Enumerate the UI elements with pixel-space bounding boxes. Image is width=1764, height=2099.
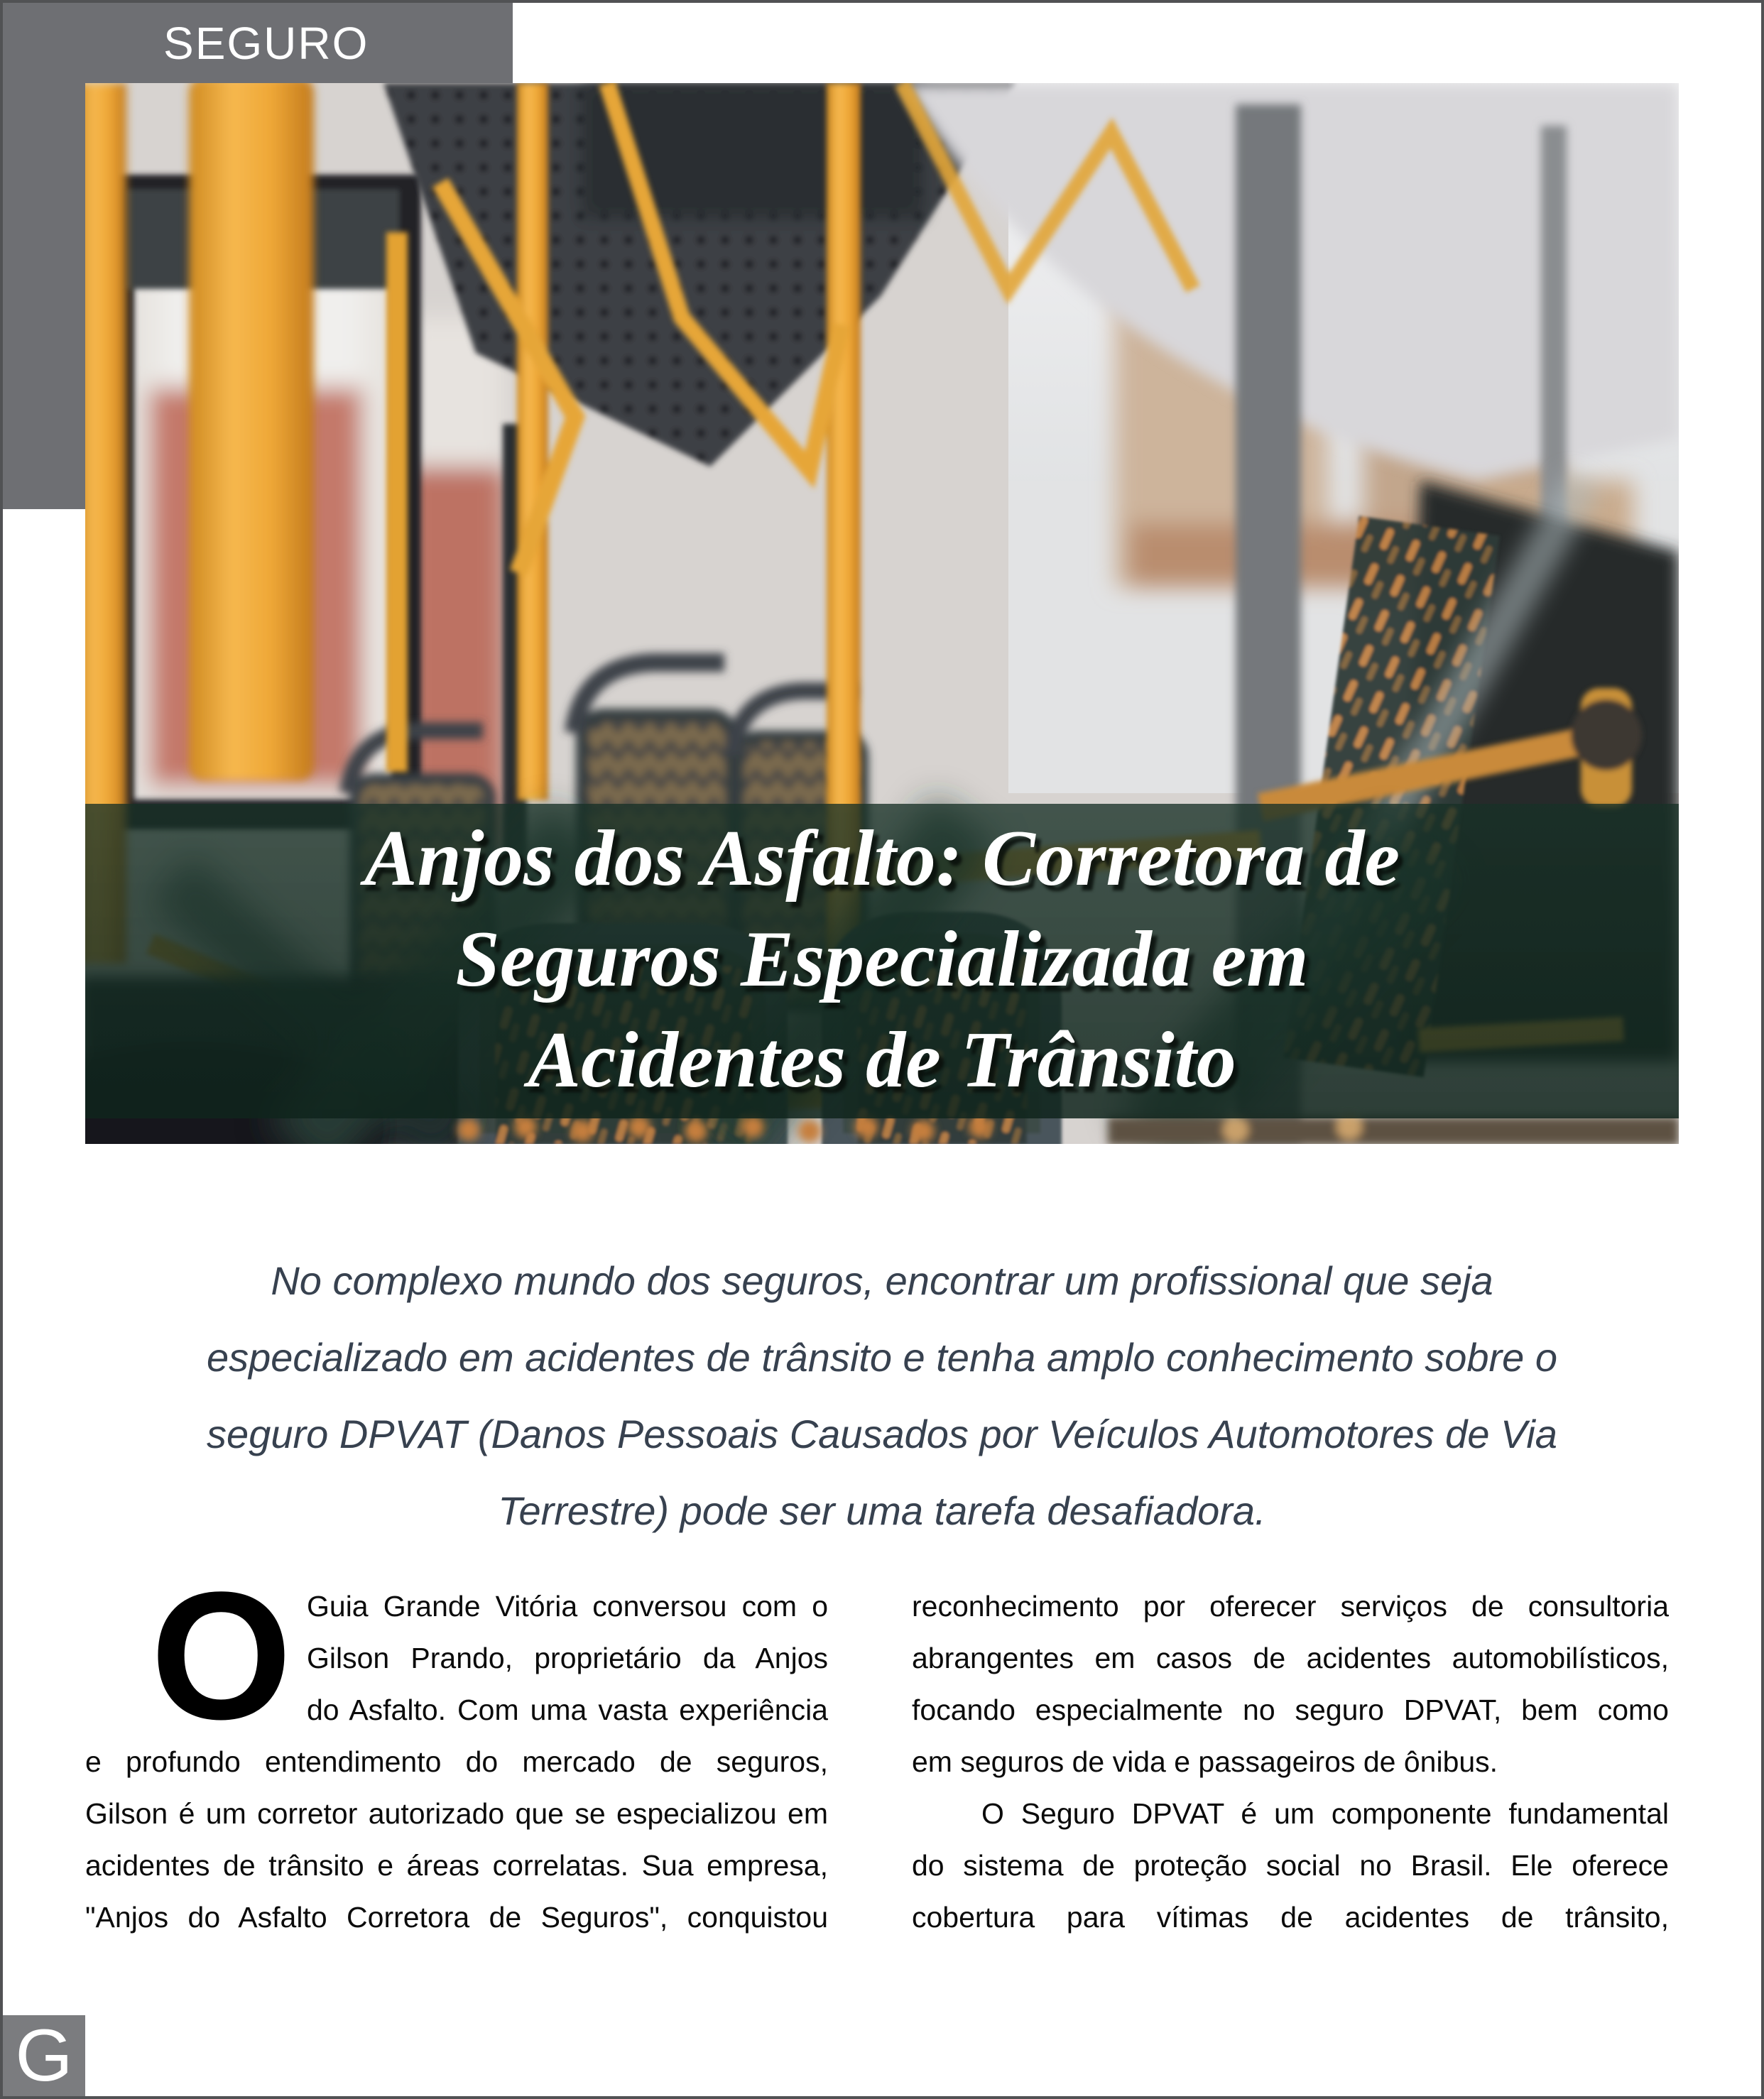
hero-photo: [85, 83, 1679, 1144]
column-gap: [828, 1581, 912, 1943]
body-text-line: do Asfalto. Com uma vasta experiência: [307, 1694, 828, 1726]
drop-cap: O: [151, 1554, 293, 1757]
intro-line: No complexo mundo dos seguros, encontrar um profissional que seja: [271, 1258, 1493, 1303]
intro-line: seguro DPVAT (Danos Pessoais Causados por Veículos Automotores de Via: [207, 1412, 1557, 1456]
body-text-line: em seguros de vida e passageiros de ônibus.: [912, 1745, 1498, 1778]
left-column-text: [85, 1736, 828, 1943]
hero-title-line: Acidentes de Trânsito: [528, 1016, 1236, 1104]
section-title: SEGURO: [163, 17, 369, 69]
body-text-line: "Anjos do Asfalto Corretora de Seguros", conquistou: [85, 1901, 828, 1934]
left-decorative-strip: [3, 83, 85, 509]
left-column: [85, 1554, 828, 1943]
article-body: [85, 1554, 1669, 1943]
body-text-line: acidentes de trânsito e áreas correlatas. Sua empresa,: [85, 1849, 828, 1882]
body-text-line: focando especialmente no seguro DPVAT, bem como: [912, 1694, 1669, 1726]
dropcap-wrapped-text: [307, 1581, 828, 1736]
publisher-logo-box: [3, 2015, 85, 2096]
body-text-line: reconhecimento por oferecer serviços de consultoria: [912, 1590, 1669, 1623]
hero-title-overlay: [85, 804, 1679, 1118]
right-column: [912, 1581, 1669, 1943]
intro-line: Terrestre) pode ser uma tarefa desafiadora.: [498, 1488, 1266, 1533]
body-text-line: do sistema de proteção social no Brasil. Ele oferece: [912, 1849, 1669, 1882]
hero-title-line: Anjos dos Asfalto: Corretora de: [364, 814, 1400, 903]
body-text-line: O Seguro DPVAT é um componente fundamental: [981, 1797, 1669, 1830]
dropcap-row: [85, 1554, 828, 1757]
intro-paragraph: [3, 1243, 1761, 1549]
hero-title-line: Seguros Especializada em: [455, 915, 1309, 1003]
publisher-logo-letter: G: [15, 2015, 73, 2097]
body-text-line: Gilson Prando, proprietário da Anjos: [307, 1642, 828, 1674]
body-text-line: cobertura para vítimas de acidentes de trânsito,: [912, 1901, 1669, 1934]
body-text-line: Guia Grande Vitória conversou com o: [307, 1590, 828, 1623]
body-text-line: e profundo entendimento do mercado de seguros,: [85, 1745, 828, 1778]
body-text-line: Gilson é um corretor autorizado que se especializou em: [85, 1797, 828, 1830]
intro-line: especializado em acidentes de trânsito e tenha amplo conhecimento sobre o: [206, 1335, 1558, 1380]
section-header-band: [3, 3, 513, 83]
body-text-line: abrangentes em casos de acidentes automobilísticos,: [912, 1642, 1669, 1674]
